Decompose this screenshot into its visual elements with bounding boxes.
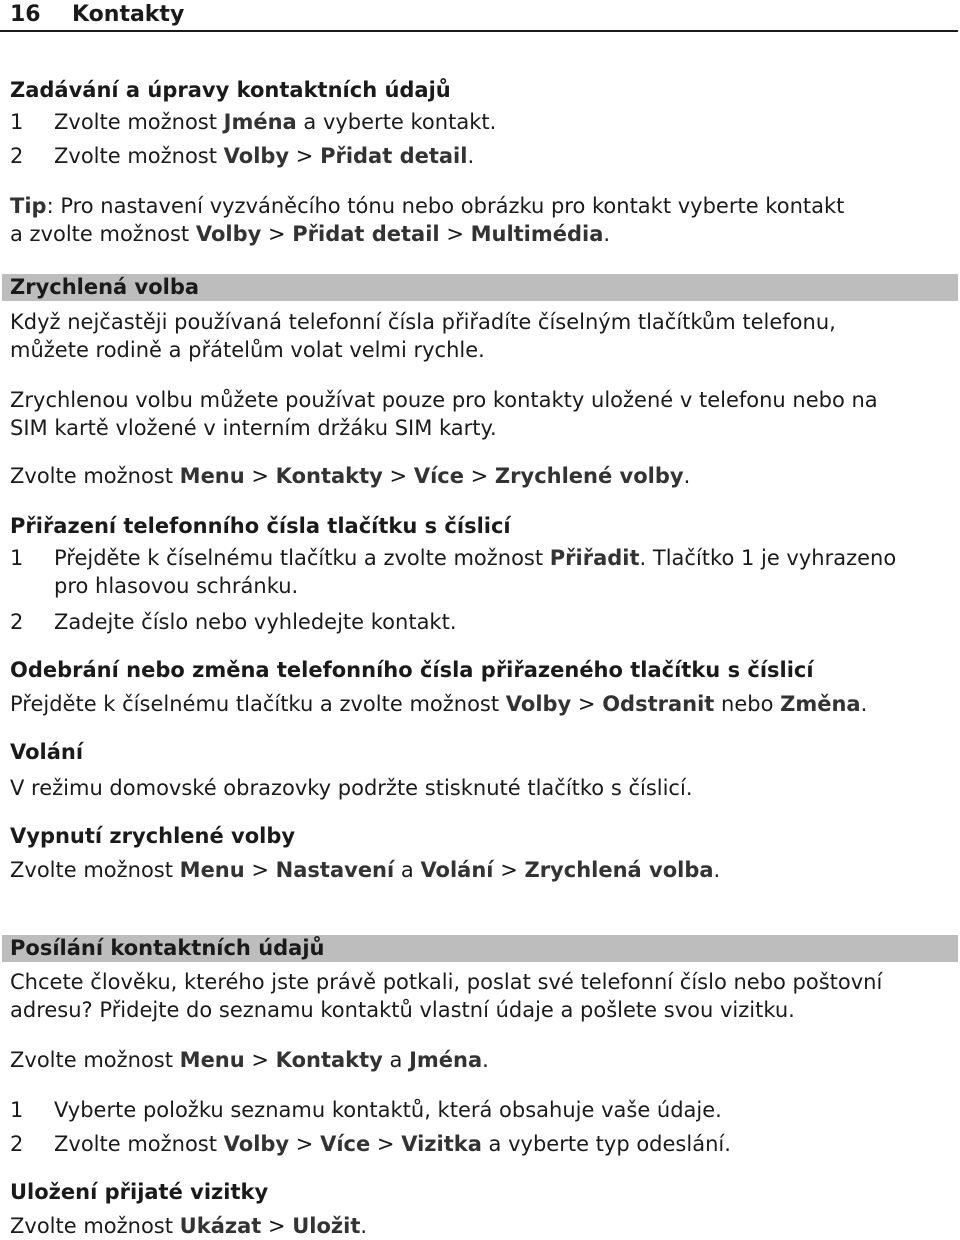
list-item: 2 Zadejte číslo nebo vyhledejte kontakt.	[10, 610, 457, 634]
menu-path-paragraph: Zvolte možnost Menu > Kontakty a Jména.	[10, 1048, 489, 1072]
subsection-heading-save-card: Uložení přijaté vizitky	[10, 1180, 269, 1204]
list-item: 1 Vyberte položku seznamu kontaktů, která obsahuje vaše údaje.	[10, 1098, 722, 1122]
subsection-heading-assign: Přiřazení telefonního čísla tlačítku s číslicí	[10, 514, 511, 538]
subsection-heading-call: Volání	[10, 740, 84, 764]
tip-label: Tip	[10, 194, 47, 218]
page-header	[0, 0, 958, 32]
paragraph: V režimu domovské obrazovky podržte stisknuté tlačítko s číslicí.	[10, 776, 693, 800]
paragraph: Přejděte k číselnému tlačítku a zvolte možnost Volby > Odstranit nebo Změna.	[10, 692, 868, 716]
section-bar-send-contact: Posílání kontaktních údajů	[2, 935, 958, 962]
page-number: 16	[10, 2, 41, 27]
list-item: 2 Zvolte možnost Volby > Více > Vizitka a vyberte typ odeslání.	[10, 1132, 731, 1156]
chapter-title: Kontakty	[72, 2, 185, 27]
list-item: 1 Přejděte k číselnému tlačítku a zvolte možnost Přiřadit. Tlačítko 1 je vyhrazeno pro hlasovou schránku.	[10, 546, 897, 598]
tip-paragraph: Tip: Pro nastavení vyzváněcího tónu nebo obrázku pro kontakt vyberte kontakt a zvolte možnost Volby > Přidat detail > Multimédia.	[10, 194, 845, 246]
subsection-heading-remove: Odebrání nebo změna telefonního čísla přiřazeného tlačítku s číslicí	[10, 658, 814, 682]
section-bar-speed-dial: Zrychlená volba	[2, 274, 958, 301]
paragraph: Když nejčastěji používaná telefonní čísla přiřadíte číselným tlačítkům telefonu, můžete rodině a přátelům volat velmi rychle.	[10, 310, 836, 362]
subsection-heading-turn-off: Vypnutí zrychlené volby	[10, 824, 296, 848]
menu-path-paragraph: Zvolte možnost Menu > Kontakty > Více > Zrychlené volby.	[10, 464, 691, 488]
paragraph: Zrychlenou volbu můžete používat pouze pro kontakty uložené v telefonu nebo na SIM kartě vložené v interním držáku SIM karty.	[10, 388, 878, 440]
list-item: 2 Zvolte možnost Volby > Přidat detail.	[10, 144, 475, 168]
list-item: 1 Zvolte možnost Jména a vyberte kontakt.	[10, 110, 497, 134]
section-heading-edit-contacts: Zadávání a úpravy kontaktních údajů	[10, 78, 451, 102]
menu-path-paragraph: Zvolte možnost Ukázat > Uložit.	[10, 1214, 368, 1238]
menu-path-paragraph: Zvolte možnost Menu > Nastavení a Volání > Zrychlená volba.	[10, 858, 721, 882]
paragraph: Chcete člověku, kterého jste právě potkali, poslat své telefonní číslo nebo poštovní adresu? Přidejte do seznamu kontaktů vlastní údaje a pošlete svou vizitku.	[10, 970, 883, 1022]
